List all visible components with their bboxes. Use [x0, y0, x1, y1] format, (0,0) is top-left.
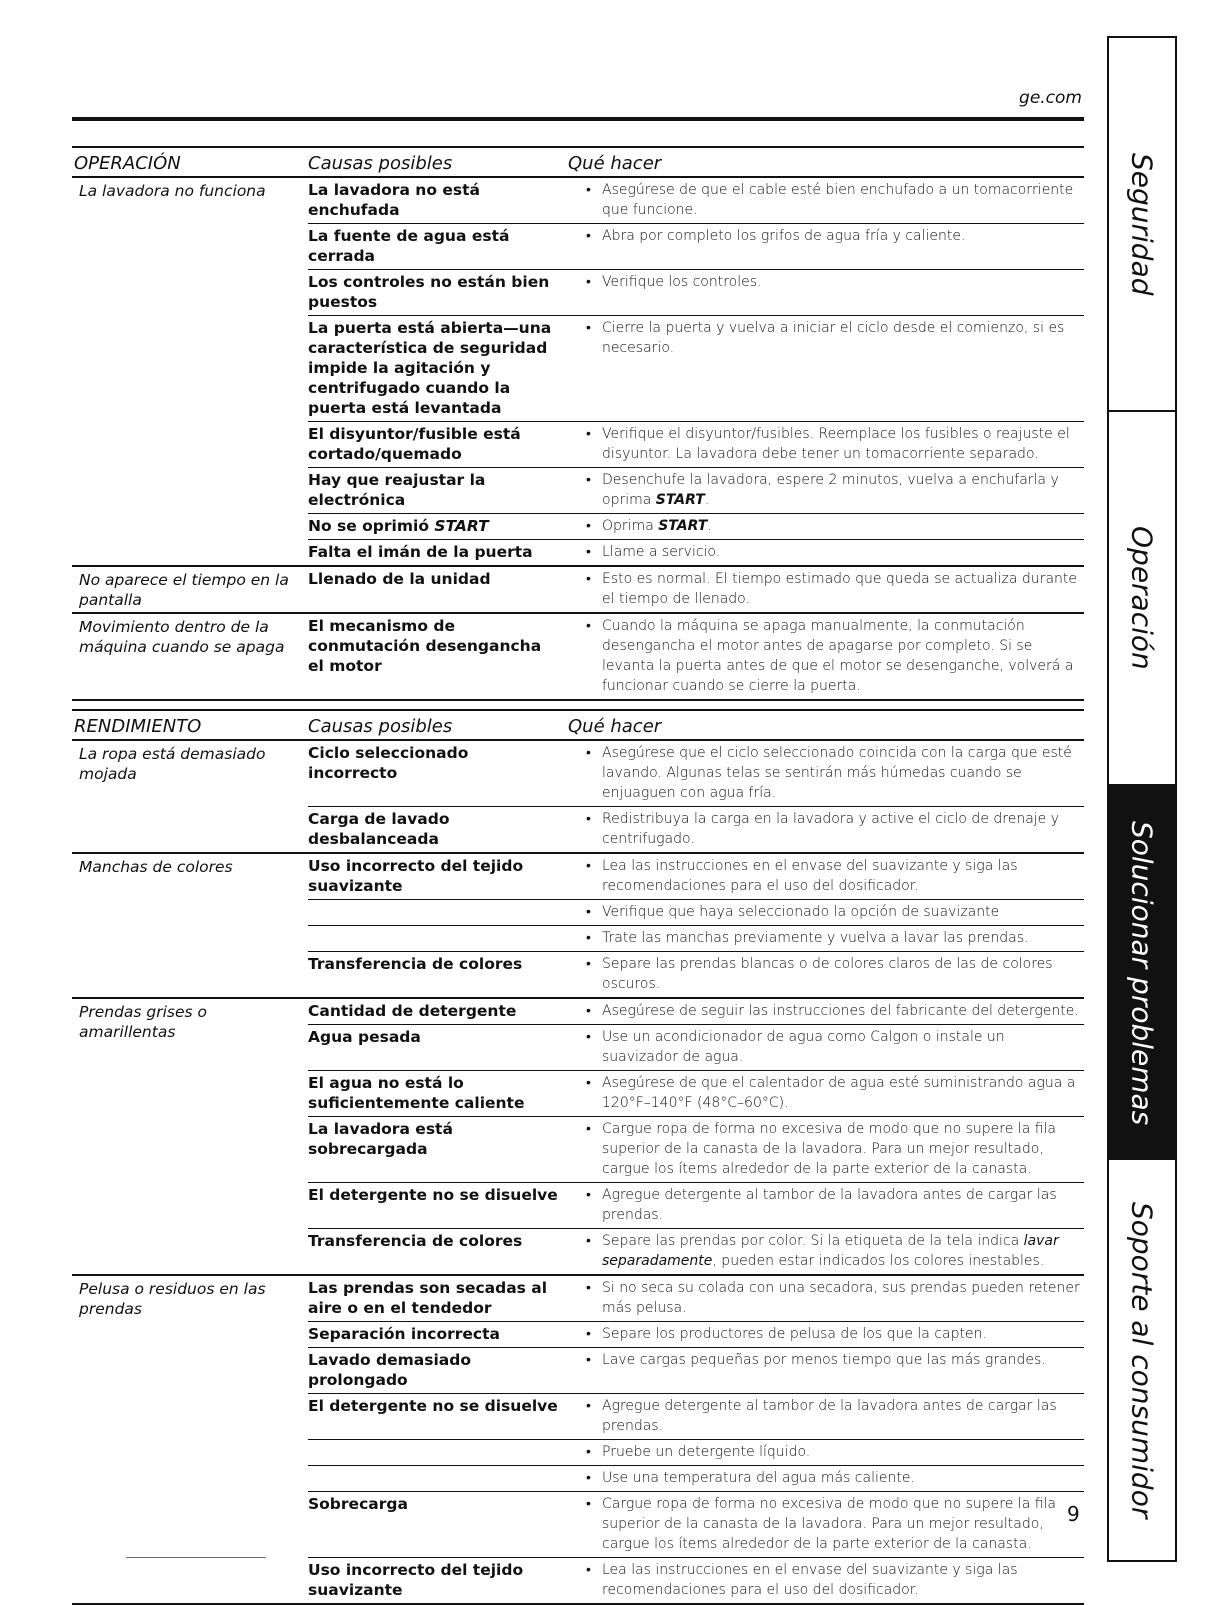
action-item: • Trate las manchas previamente y vuelva a lavar las prendas.	[586, 928, 1084, 948]
cause-row	[308, 854, 1084, 900]
action-item: • Oprima START.	[586, 516, 1084, 536]
action-item: • Abra por completo los grifos de agua fría y caliente.	[586, 226, 1084, 246]
actions-heading: Qué hacer	[568, 153, 662, 174]
cause-row	[308, 224, 1084, 270]
cause-row	[308, 1276, 1084, 1322]
cause-row	[308, 1558, 1084, 1603]
action-item: • Llame a servicio.	[586, 542, 1084, 562]
tab-label: Seguridad	[1125, 152, 1159, 296]
problem-group	[72, 178, 1084, 567]
cause-row	[308, 1229, 1084, 1274]
cause-row	[308, 540, 1084, 565]
cause-row	[308, 270, 1084, 316]
action-item: • Agregue detergente al tambor de la lavadora antes de cargar las prendas.	[586, 1396, 1084, 1436]
cause-text: Transferencia de colores	[308, 955, 523, 973]
action-item: • Use un acondicionador de agua como Calgon o instale un suavizador de agua.	[586, 1027, 1084, 1067]
action-item: • Separe las prendas blancas o de colores claros de las de colores oscuros.	[586, 954, 1084, 994]
action-item: • Cuando la máquina se apaga manualmente, la conmutación desengancha el motor antes de apagarse por completo. Si se levanta la puerta antes de que el motor se desenganche, volverá a funcionar cuando se cierre la puerta.	[586, 616, 1084, 696]
problem-label: Manchas de colores	[79, 858, 233, 876]
cause-text: Las prendas son secadas al aire o en el tendedor	[308, 1279, 548, 1317]
cause-text	[308, 902, 568, 922]
action-item: • Esto es normal. El tiempo estimado que queda se actualiza durante el tiempo de llenado.	[586, 569, 1084, 609]
action-item: • Asegúrese de seguir las instrucciones del fabricante del detergente.	[586, 1001, 1084, 1021]
cause-text: La lavadora está sobrecargada	[308, 1120, 453, 1158]
cause-text	[308, 1468, 568, 1488]
cause-row	[308, 1348, 1084, 1394]
problem-group	[72, 741, 1084, 854]
cause-row	[308, 1322, 1084, 1348]
action-item: • Lea las instrucciones en el envase del suavizante y siga las recomendaciones para el uso del dosificador.	[586, 1560, 1084, 1600]
actions-heading: Qué hacer	[568, 716, 662, 737]
cause-row	[308, 1466, 1084, 1492]
cause-text: La lavadora no está enchufada	[308, 181, 480, 219]
cause-text: Sobrecarga	[308, 1495, 408, 1513]
problem-label: La lavadora no funciona	[79, 182, 266, 200]
tab-solucionar-problemas[interactable]	[1109, 786, 1175, 1160]
action-item: • Lave cargas pequeñas por menos tiempo que las más grandes.	[586, 1350, 1084, 1370]
cause-row	[308, 1394, 1084, 1440]
cause-text: El agua no está lo suficientemente caliente	[308, 1074, 525, 1112]
cause-text: Llenado de la unidad	[308, 570, 491, 588]
cause-row	[308, 614, 1084, 699]
cause-text: El disyuntor/fusible está cortado/quemado	[308, 425, 521, 463]
action-item: • Cargue ropa de forma no excesiva de modo que no supere la fila superior de la canasta de la lavadora. Para un mejor resultado, cargue los ítems alrededor de la parte exterior de la canasta.	[586, 1119, 1084, 1179]
cause-text: Separación incorrecta	[308, 1325, 500, 1343]
action-item: • Cargue ropa de forma no excesiva de modo que no supere la fila superior de la canasta de la lavadora. Para un mejor resultado, cargue los ítems alrededor de la parte exterior de la canasta.	[586, 1494, 1084, 1554]
cause-text: Los controles no están bien puestos	[308, 273, 550, 311]
action-item: • Separe los productores de pelusa de los que la capten.	[586, 1324, 1084, 1344]
cause-text: Hay que reajustar la electrónica	[308, 471, 486, 509]
cause-row	[308, 1440, 1084, 1466]
problem-label: La ropa está demasiado mojada	[79, 745, 266, 783]
problem-group	[72, 614, 1084, 701]
cause-row	[308, 178, 1084, 224]
cause-row	[308, 999, 1084, 1025]
problem-label: Pelusa o residuos en las prendas	[79, 1280, 266, 1318]
action-item: • Cierre la puerta y vuelva a iniciar el ciclo desde el comienzo, si es necesario.	[586, 318, 1084, 358]
top-rule	[72, 117, 1084, 121]
action-item: • Use una temperatura del agua más caliente.	[586, 1468, 1084, 1488]
problem-group	[72, 999, 1084, 1276]
cause-text: El mecanismo de conmutación desengancha el motor	[308, 617, 542, 675]
cause-row	[308, 468, 1084, 514]
page-number: 9	[1067, 1502, 1080, 1526]
tab-soporte-consumidor[interactable]	[1109, 1160, 1175, 1560]
problem-label: No aparece el tiempo en la pantalla	[79, 571, 289, 609]
action-item: • Verifique el disyuntor/fusibles. Reemplace los fusibles o reajuste el disyuntor. La lavadora debe tener un tomacorriente separado.	[586, 424, 1084, 464]
cause-text: Ciclo seleccionado incorrecto	[308, 744, 469, 782]
site-url: ge.com	[1019, 88, 1082, 108]
cause-text: La fuente de agua está cerrada	[308, 227, 510, 265]
cause-text: Transferencia de colores	[308, 1232, 523, 1250]
cause-text: Carga de lavado desbalanceada	[308, 810, 450, 848]
cause-text: El detergente no se disuelve	[308, 1186, 558, 1204]
causes-heading: Causas posibles	[308, 716, 453, 737]
action-item: • Asegúrese de que el calentador de agua esté suministrando agua a 120°F–140°F (48°C–60°C).	[586, 1073, 1084, 1113]
cause-text: Uso incorrecto del tejido suavizante	[308, 857, 524, 895]
action-item: • Verifique los controles.	[586, 272, 1084, 292]
action-item: • Separe las prendas por color. Si la etiqueta de la tela indica lavar separadamente, pueden estar indicados los colores inestables.	[586, 1231, 1084, 1271]
tab-operacion[interactable]	[1109, 412, 1175, 784]
cause-text: Lavado demasiado prolongado	[308, 1351, 471, 1389]
problem-label: Movimiento dentro de la máquina cuando se apaga	[79, 618, 285, 656]
cause-text: Falta el imán de la puerta	[308, 543, 533, 561]
cause-row	[308, 1117, 1084, 1183]
cause-row	[308, 422, 1084, 468]
cause-row	[308, 1492, 1084, 1558]
tab-seguridad[interactable]	[1109, 38, 1175, 410]
cause-text: La puerta está abierta—una característica de seguridad impide la agitación y centrifugado cuando la puerta está levantada	[308, 319, 552, 417]
section-title: RENDIMIENTO	[74, 716, 202, 737]
problem-label: Prendas grises o amarillentas	[79, 1003, 208, 1041]
cause-row	[308, 514, 1084, 540]
action-item: • Redistribuya la carga en la lavadora y active el ciclo de drenaje y centrifugado.	[586, 809, 1084, 849]
cause-row	[308, 952, 1084, 997]
tab-label: Solucionar problemas	[1125, 820, 1159, 1126]
cause-row	[308, 926, 1084, 952]
problem-group	[72, 1276, 1084, 1605]
problem-group	[72, 854, 1084, 999]
action-item: • Pruebe un detergente líquido.	[586, 1442, 1084, 1462]
causes-heading: Causas posibles	[308, 153, 453, 174]
action-item: • Verifique que haya seleccionado la opción de suavizante	[586, 902, 1084, 922]
cause-text: El detergente no se disuelve	[308, 1397, 558, 1415]
cause-row	[308, 741, 1084, 807]
cause-text: Uso incorrecto del tejido suavizante	[308, 1561, 524, 1599]
action-item: • Si no seca su colada con una secadora, sus prendas pueden retener más pelusa.	[586, 1278, 1084, 1318]
action-item: • Agregue detergente al tambor de la lavadora antes de cargar las prendas.	[586, 1185, 1084, 1225]
action-item: • Asegúrese que el ciclo seleccionado coincida con la carga que esté lavando. Algunas telas se sentirán más húmedas cuando se enjuaguen con agua fría.	[586, 743, 1084, 803]
cause-row	[308, 1025, 1084, 1071]
section-tabs	[1107, 36, 1177, 1562]
cause-text	[308, 1442, 568, 1462]
cause-row	[308, 900, 1084, 926]
cause-text	[308, 928, 568, 948]
tab-label: Soporte al consumidor	[1125, 1201, 1159, 1519]
action-item: • Lea las instrucciones en el envase del suavizante y siga las recomendaciones para el uso del dosificador.	[586, 856, 1084, 896]
troubleshooting-table	[72, 146, 1084, 1605]
section-header	[72, 709, 1084, 741]
cause-text: No se oprimió START	[308, 517, 489, 535]
cause-row	[308, 807, 1084, 852]
section-header	[72, 146, 1084, 178]
cause-row	[308, 567, 1084, 612]
cause-row	[308, 1071, 1084, 1117]
action-item: • Desenchufe la lavadora, espere 2 minutos, vuelva a enchufarla y oprima START.	[586, 470, 1084, 510]
tab-label: Operación	[1125, 526, 1159, 670]
cause-text: Agua pesada	[308, 1028, 421, 1046]
footer-line	[126, 1557, 266, 1558]
action-item: • Asegúrese de que el cable esté bien enchufado a un tomacorriente que funcione.	[586, 180, 1084, 220]
cause-row	[308, 1183, 1084, 1229]
cause-text: Cantidad de detergente	[308, 1002, 517, 1020]
problem-group	[72, 567, 1084, 614]
section-title: OPERACIÓN	[74, 153, 181, 174]
cause-row	[308, 316, 1084, 422]
